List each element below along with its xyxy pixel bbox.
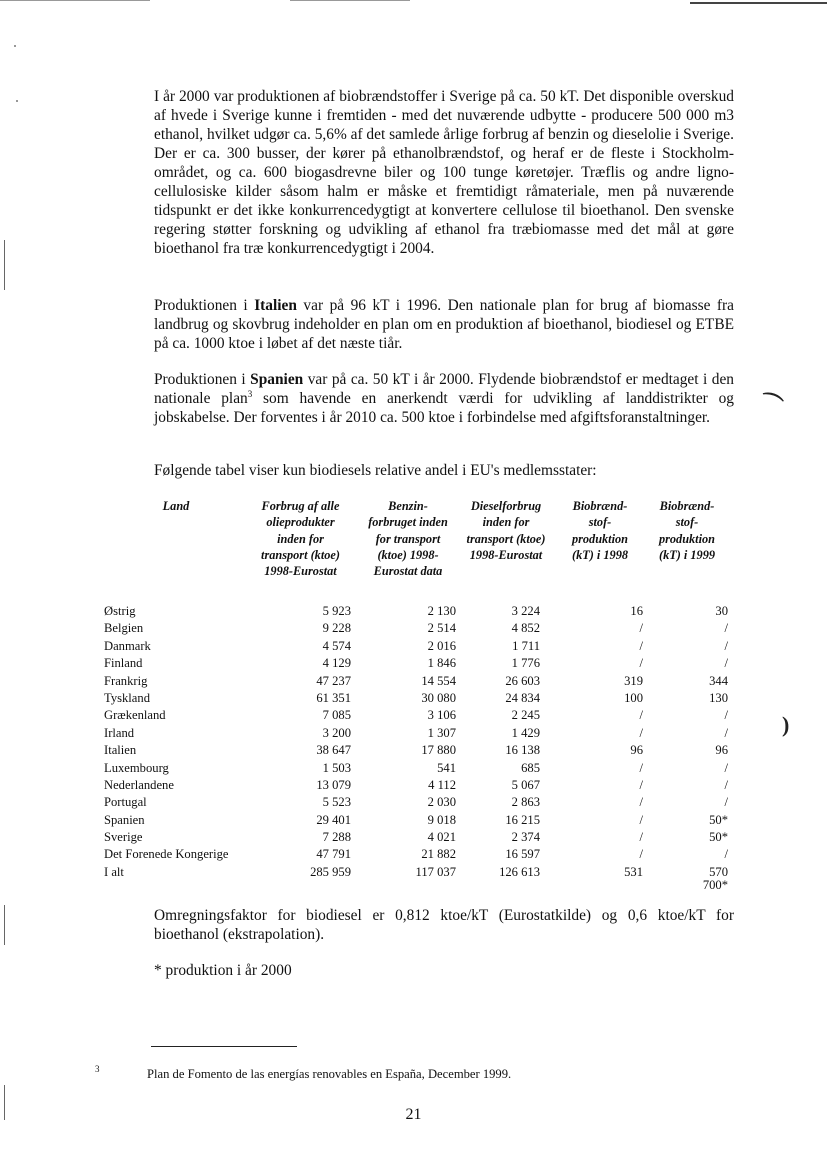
- cell-diesel: 24 834: [505, 690, 540, 705]
- table-row: [0, 725, 827, 742]
- cell-bio-1998: /: [639, 847, 643, 862]
- header-bio-1999: [645, 498, 729, 563]
- header-line: (ktoe) 1998-: [377, 547, 439, 562]
- cell-bio-1999: /: [724, 621, 728, 636]
- scan-speck: [14, 45, 16, 47]
- cell-bio-1998: /: [639, 638, 643, 653]
- cell-bio-1998: /: [639, 830, 643, 845]
- cell-bio-1999: /: [724, 708, 728, 723]
- cell-diesel: 2 863: [511, 795, 540, 810]
- cell-diesel: 1 776: [511, 656, 540, 671]
- cell-benzin: 1 846: [427, 656, 456, 671]
- cell-land: Belgien: [104, 621, 144, 636]
- header-land: Land: [162, 499, 190, 513]
- paragraph-italy: [154, 296, 734, 353]
- margin-line: [4, 905, 5, 945]
- cell-land: Finland: [104, 656, 143, 671]
- cell-bio-1998: /: [639, 795, 643, 810]
- cell-bio-1999: 570: [709, 864, 728, 879]
- footnote-text: Plan de Fomento de las energías renovables en España, December 1999.: [147, 1067, 512, 1081]
- cell-forbrug: 5 523: [322, 795, 351, 810]
- header-line: (kT) i 1998: [571, 547, 628, 562]
- cell-benzin: 4 112: [428, 777, 456, 792]
- table-row: [0, 760, 827, 777]
- cell-bio-1999: 130: [709, 690, 728, 705]
- scan-speck: [16, 100, 18, 102]
- cell-diesel: 685: [521, 760, 540, 775]
- spain-body-end: som havende en anerkendt værdi for udvikling af landdistrikter og jobskabelse. Der forventes i år 2010 ca. 500 ktoe i forbindelse med afgiftsforanstaltninger.: [154, 390, 734, 426]
- cell-forbrug: 5 923: [322, 604, 351, 618]
- header-line: Eurostat data: [373, 564, 443, 579]
- cell-land: I alt: [104, 864, 124, 879]
- cell-benzin: 2 130: [427, 604, 456, 618]
- cell-land: Luxembourg: [104, 760, 169, 775]
- cell-forbrug: 7 288: [322, 830, 351, 845]
- cell-benzin: 2 016: [427, 638, 456, 653]
- header-line: Benzin-: [388, 499, 428, 513]
- table-row: [0, 829, 827, 846]
- header-line: Dieselforbrug: [470, 499, 542, 513]
- spain-lead: Produktionen i: [154, 371, 251, 388]
- footnote-rule: [151, 1046, 297, 1047]
- cell-land: Det Forenede Kongerige: [104, 847, 229, 862]
- cell-bio-1999: 96: [715, 743, 728, 758]
- cell-diesel: 2 245: [511, 708, 540, 723]
- cell-diesel: 5 067: [511, 777, 540, 792]
- footnote-number: 3: [95, 1064, 100, 1074]
- cell-land: Spanien: [104, 812, 145, 827]
- cell-benzin: 9 018: [427, 812, 456, 827]
- cell-bio-1998: 16: [630, 604, 643, 618]
- scan-mark: ): [782, 712, 790, 737]
- table-row: [0, 812, 827, 829]
- header-line: inden for: [277, 531, 324, 546]
- header-line: inden for: [482, 515, 530, 530]
- cell-bio-1999: /: [724, 847, 728, 862]
- margin-line: [4, 240, 5, 290]
- cell-land: Irland: [104, 725, 135, 740]
- scan-mark: ⌒: [756, 388, 786, 420]
- cell-forbrug: 4 129: [322, 656, 351, 671]
- italy-lead: Produktionen i: [154, 297, 255, 314]
- cell-bio-1998: 96: [630, 743, 643, 758]
- cell-forbrug: 1 503: [322, 760, 351, 775]
- header-line: Biobrænd-: [572, 499, 628, 513]
- cell-bio-1999: /: [724, 725, 728, 740]
- cell-diesel: 2 374: [511, 830, 540, 845]
- header-forbrug: [243, 498, 358, 579]
- cell-diesel: 16 215: [505, 812, 540, 827]
- cell-forbrug: 4 574: [322, 638, 351, 653]
- cell-diesel: 1 429: [511, 725, 540, 740]
- table-row: [0, 673, 827, 690]
- header-line: (kT) i 1999: [658, 547, 715, 562]
- cell-benzin: 14 554: [421, 673, 456, 688]
- cell-bio-1998: /: [639, 812, 643, 827]
- cell-land: Tyskland: [104, 690, 150, 705]
- header-line: stof-: [588, 515, 612, 530]
- header-line: produktion: [571, 531, 629, 546]
- cell-diesel: 4 852: [511, 621, 540, 636]
- cell-land: Østrig: [104, 604, 136, 618]
- header-diesel: [455, 498, 557, 563]
- cell-bio-1999: /: [724, 760, 728, 775]
- spain-country: Spanien: [250, 371, 304, 388]
- table-row: [0, 690, 827, 707]
- cell-forbrug: 47 237: [316, 673, 351, 688]
- paragraph-sweden: I år 2000 var produktionen af biobrændstoffer i Sverige på ca. 50 kT. Det disponible overskud af hvede i Sverige kunne i fremtiden - med det nuværende udbytte - producere 500 000 m3 ethanol, hvilket udgør ca. 5,6% af det samlede årlige forbrug af benzin og dieselolie i Sverige. Der er ca. 300 busser, der kører på ethanolbrændstof, og heraf er de fleste i Stockholm-området, og ca. 600 biogasdrevne biler og 100 tunge køretøjer. Træflis og andre ligno-cellulosiske kilder såsom halm er måske et fremtidigt råmateriale, men på nuværende tidspunkt er det ikke konkurrencedygtigt at konvertere cellulose til bioethanol. Den svenske regering støtter forskning og udvikling af ethanol fra træbiomasse med det mål at gøre bioethanol fra træ konkurrencedygtigt i 2004.: [154, 88, 734, 257]
- total-extra-value: 700*: [702, 878, 728, 892]
- cell-bio-1999: 344: [709, 673, 728, 688]
- header-benzin: [353, 498, 463, 579]
- table-row: [0, 603, 827, 620]
- cell-benzin: 3 106: [427, 708, 456, 723]
- cell-bio-1998: /: [639, 708, 643, 723]
- cell-land: Danmark: [104, 638, 151, 653]
- header-line: transport (ktoe): [466, 531, 546, 546]
- header-line: 1998-Eurostat: [264, 564, 337, 579]
- scan-edge-line: [690, 2, 827, 4]
- cell-diesel: 3 224: [511, 604, 540, 618]
- page-number: 21: [405, 1106, 422, 1123]
- footnote-ref: 3: [247, 389, 253, 399]
- cell-bio-1998: /: [639, 656, 643, 671]
- paragraph-conversion: Omregningsfaktor for biodiesel er 0,812 ktoe/kT (Eurostatkilde) og 0,6 ktoe/kT for bioethanol (ekstrapolation).: [154, 907, 734, 943]
- header-line: 1998-Eurostat: [469, 547, 543, 562]
- table-row: [0, 742, 827, 759]
- header-line: stof-: [675, 515, 699, 530]
- header-line: olieprodukter: [266, 515, 335, 530]
- table-row: [0, 638, 827, 655]
- cell-benzin: 1 307: [427, 725, 456, 740]
- cell-diesel: 26 603: [505, 673, 540, 688]
- cell-bio-1998: 319: [624, 673, 643, 688]
- cell-benzin: 541: [437, 760, 456, 775]
- cell-benzin: 17 880: [421, 743, 456, 758]
- cell-land: Portugal: [104, 795, 147, 810]
- cell-bio-1999: 50*: [709, 812, 728, 827]
- cell-land: Grækenland: [104, 708, 166, 723]
- cell-bio-1999: 50*: [709, 830, 728, 845]
- cell-bio-1998: /: [639, 621, 643, 636]
- paragraph-spain: [154, 370, 734, 427]
- cell-forbrug: 47 791: [316, 847, 351, 862]
- cell-diesel: 16 597: [505, 847, 540, 862]
- italy-country: Italien: [254, 297, 297, 314]
- cell-benzin: 2 030: [427, 795, 456, 810]
- cell-forbrug: 3 200: [322, 725, 351, 740]
- scan-edge-line: [0, 0, 150, 1]
- cell-benzin: 2 514: [427, 621, 456, 636]
- cell-land: Italien: [104, 743, 137, 758]
- cell-forbrug: 29 401: [316, 812, 351, 827]
- header-line: transport (ktoe): [261, 547, 340, 562]
- scan-edge-line: [290, 0, 410, 1]
- cell-diesel: 16 138: [505, 743, 540, 758]
- cell-bio-1998: /: [639, 760, 643, 775]
- cell-land: Sverige: [104, 830, 143, 845]
- table-row: [0, 777, 827, 794]
- table-body: [0, 603, 827, 881]
- table-row: [0, 655, 827, 672]
- cell-benzin: 117 037: [415, 864, 456, 879]
- cell-land: Nederlandene: [104, 777, 174, 792]
- cell-land: Frankrig: [104, 673, 148, 688]
- cell-benzin: 21 882: [421, 847, 456, 862]
- cell-diesel: 126 613: [499, 864, 540, 879]
- cell-bio-1998: 531: [624, 864, 643, 879]
- header-bio-1998: [558, 498, 642, 563]
- header-line: forbruget inden: [368, 515, 448, 530]
- table-row: [0, 707, 827, 724]
- cell-diesel: 1 711: [512, 638, 540, 653]
- note-production-2000: * produktion i år 2000: [154, 962, 292, 979]
- cell-benzin: 4 021: [427, 830, 456, 845]
- cell-forbrug: 13 079: [316, 777, 351, 792]
- header-line: Biobrænd-: [659, 499, 715, 513]
- header-line: for transport: [375, 531, 441, 546]
- spain-body: var på ca. 50 kT i år 2000. Flydende biobrændstof er medtaget i den nationale plan: [154, 371, 734, 407]
- table-row: [0, 846, 827, 863]
- table-row: [0, 620, 827, 637]
- cell-bio-1999: /: [724, 638, 728, 653]
- cell-bio-1999: /: [724, 656, 728, 671]
- cell-forbrug: 61 351: [316, 690, 351, 705]
- cell-forbrug: 9 228: [322, 621, 351, 636]
- header-line: produktion: [658, 531, 716, 546]
- cell-bio-1999: /: [724, 795, 728, 810]
- cell-bio-1999: 30: [715, 604, 728, 618]
- cell-bio-1999: /: [724, 777, 728, 792]
- cell-benzin: 30 080: [421, 690, 456, 705]
- italy-body: var på 96 kT i 1996. Den nationale plan for brug af biomasse fra landbrug og skovbrug indeholder en plan om en produktion af bioethanol, biodiesel og ETBE på ca. 1000 ktoe i løbet af det næste tiår.: [154, 297, 734, 352]
- table-row: [0, 794, 827, 811]
- cell-forbrug: 7 085: [322, 708, 351, 723]
- header-line: Forbrug af alle: [261, 499, 340, 513]
- cell-bio-1998: 100: [624, 690, 643, 705]
- cell-bio-1998: /: [639, 725, 643, 740]
- cell-forbrug: 38 647: [316, 743, 351, 758]
- cell-bio-1998: /: [639, 777, 643, 792]
- cell-forbrug: 285 959: [310, 864, 351, 879]
- table-intro: Følgende tabel viser kun biodiesels relative andel i EU's medlemsstater:: [154, 462, 597, 479]
